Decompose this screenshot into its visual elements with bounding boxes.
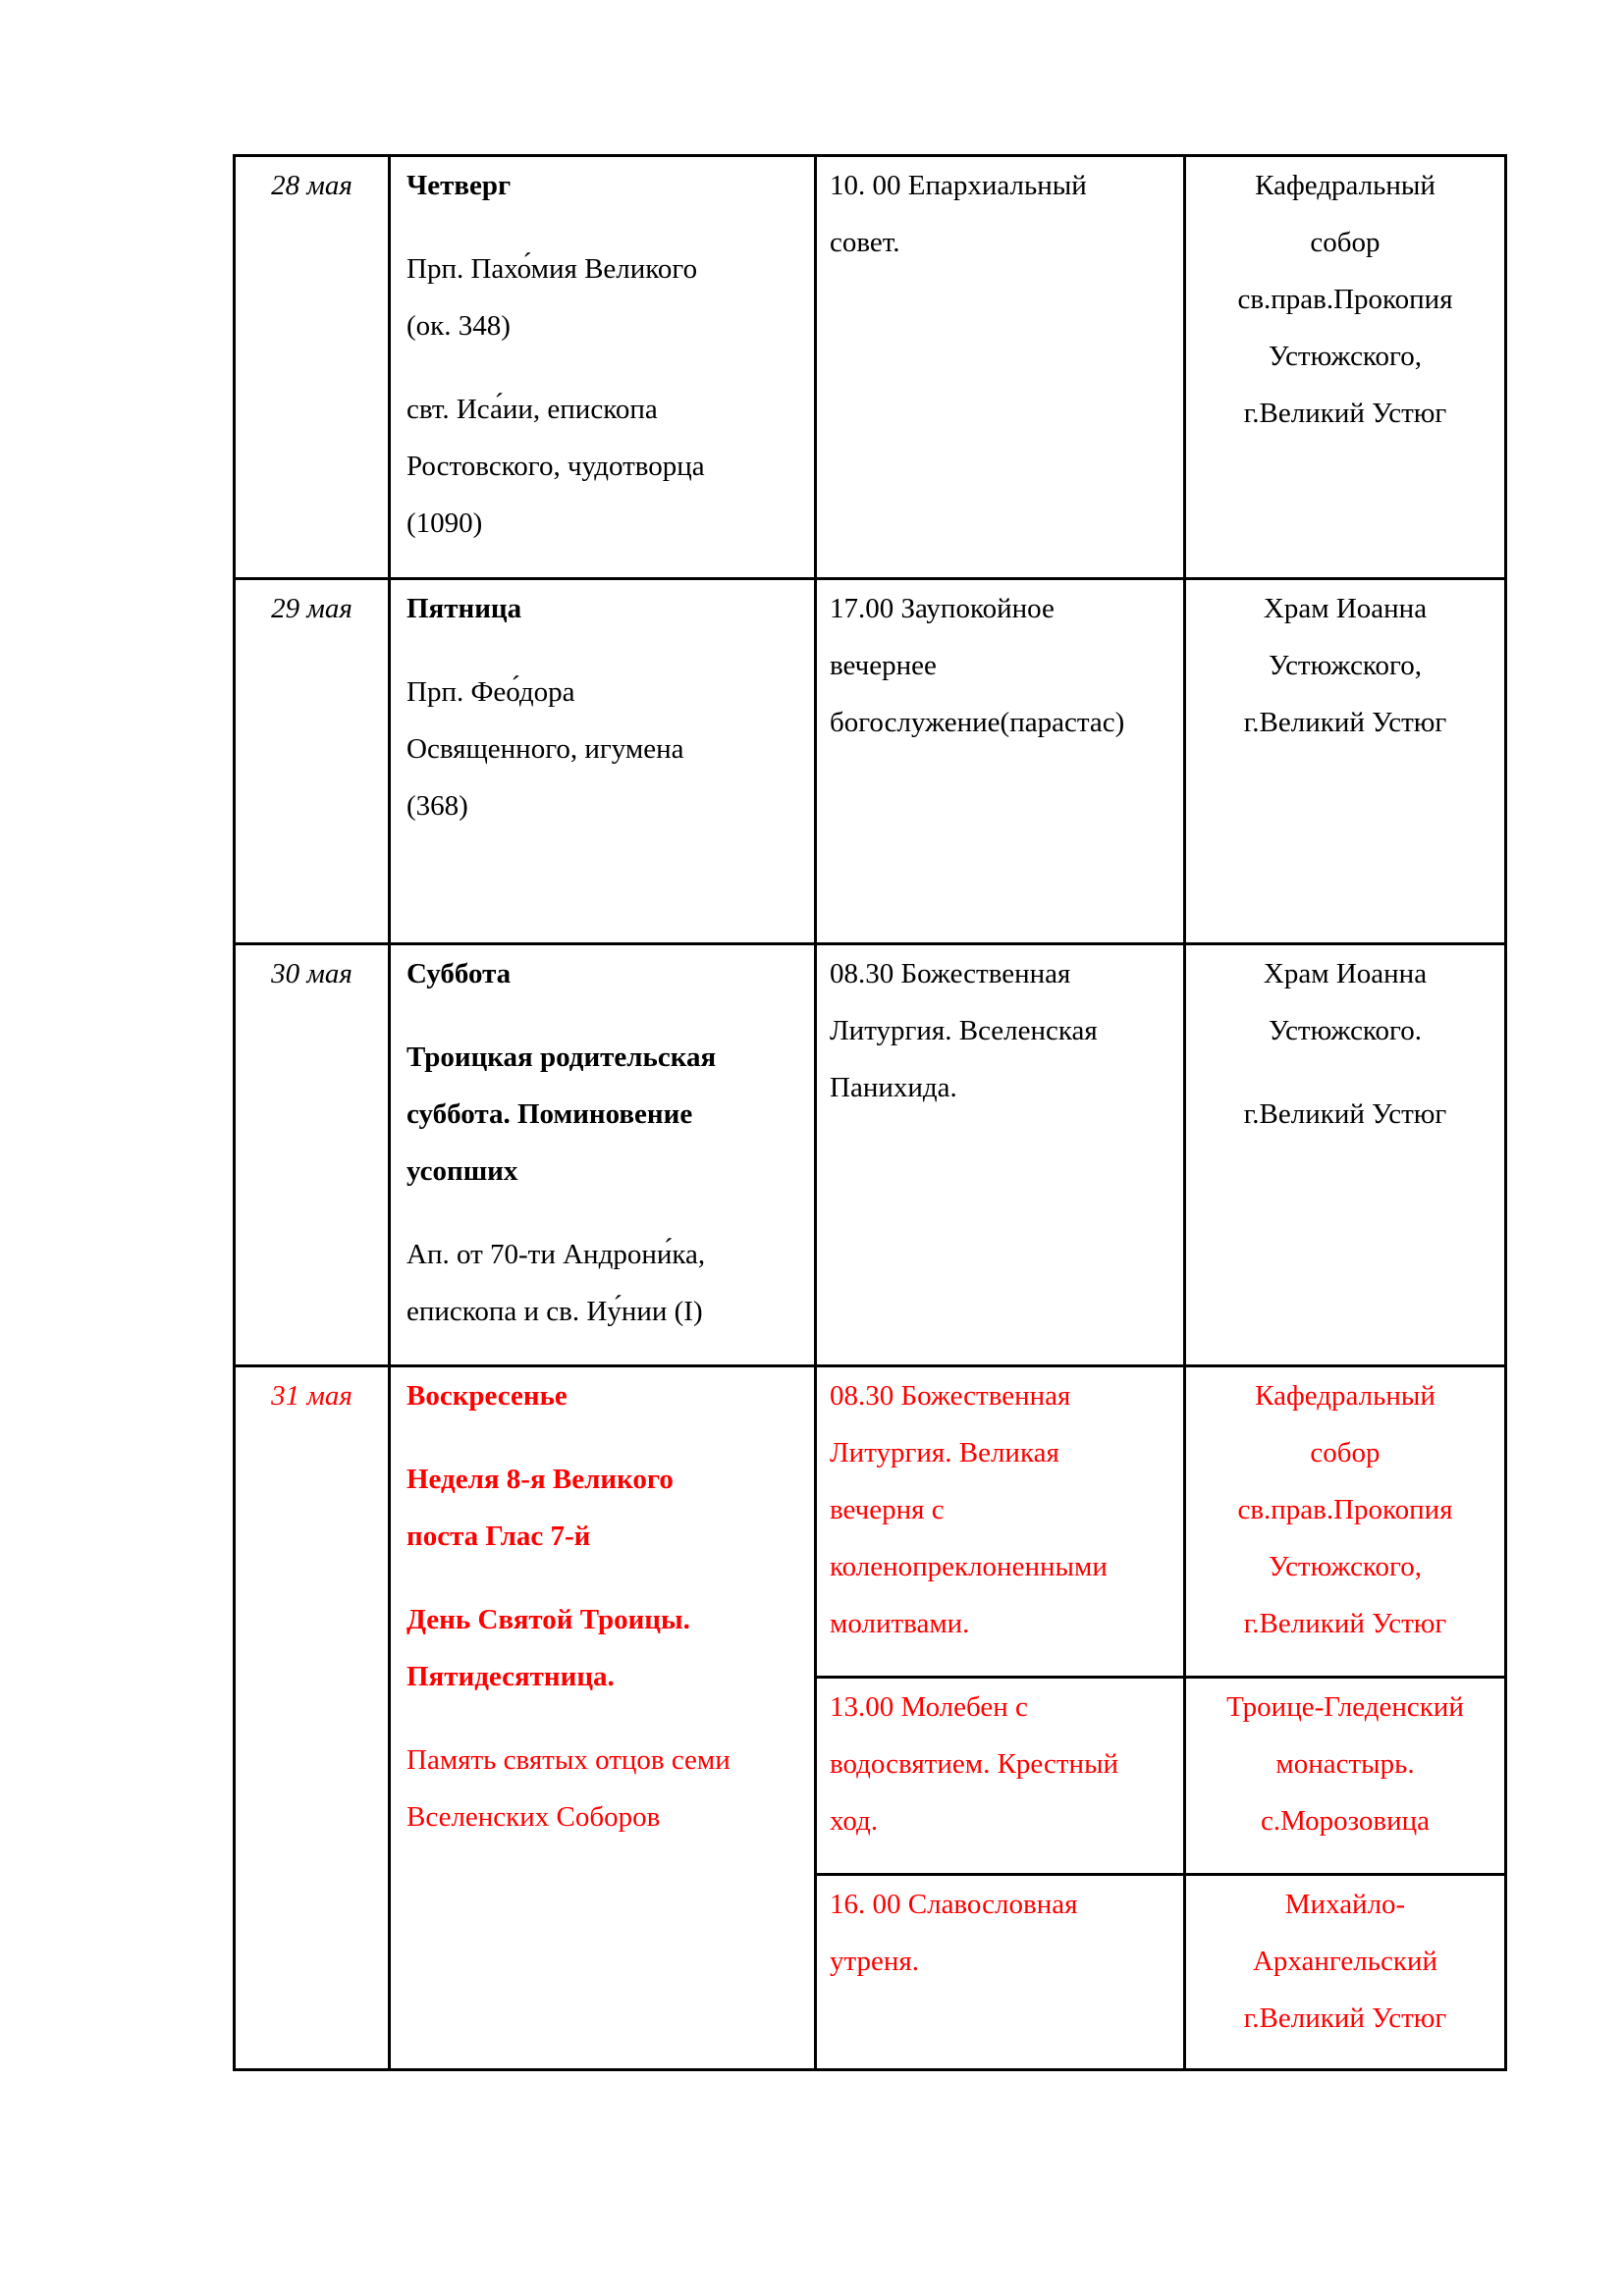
event-line: Панихида. (830, 1072, 957, 1103)
place-line: Храм Иоанна (1263, 958, 1428, 989)
event-line: 08.30 Божественная (830, 1380, 1071, 1412)
place-line: собор (1310, 1437, 1380, 1468)
date: 31 мая (271, 1380, 352, 1412)
date-cell (233, 1364, 388, 2071)
place-line: г.Великий Устюг (1243, 1098, 1447, 1130)
feast-line: Неделя 8-я Великого (406, 1464, 674, 1495)
feast-line: Пятидесятница. (406, 1661, 615, 1692)
place-line: г.Великий Устюг (1243, 707, 1447, 738)
place-line: г.Великий Устюг (1243, 1608, 1447, 1639)
place-line: Архангельский (1252, 1946, 1438, 1977)
feast-line: День Святой Троицы. (406, 1604, 690, 1635)
event-line: ход. (830, 1805, 879, 1837)
saint-line: Прп. Фео́дора (406, 676, 575, 708)
saint-line: (368) (406, 790, 468, 822)
weekday: Пятница (406, 593, 522, 624)
schedule-table (233, 154, 1507, 2071)
place-line: св.прав.Прокопия (1237, 284, 1453, 315)
event-cell (814, 577, 1183, 942)
saint-line: Прп. Пахо́мия Великого (406, 253, 698, 285)
event-cell (814, 1364, 1183, 1676)
place-line: Устюжского. (1269, 1015, 1422, 1046)
event-line: коленопреклоненными (830, 1551, 1108, 1582)
event-cell (814, 1676, 1183, 1873)
date: 28 мая (271, 170, 352, 201)
event-cell (814, 942, 1183, 1364)
event-line: вечернее (830, 650, 937, 681)
event-line: водосвятием. Крестный (830, 1748, 1119, 1780)
place-line: Михайло- (1284, 1889, 1406, 1920)
saint-line: (ок. 348) (406, 310, 511, 342)
event-line: 17.00 Заупокойное (830, 593, 1055, 624)
event-line: 13.00 Молебен с (830, 1691, 1028, 1723)
place-line: с.Морозовица (1260, 1805, 1431, 1837)
event-line: молитвами. (830, 1608, 970, 1639)
saint-line: Память святых отцов семи (406, 1744, 731, 1776)
event-line: 16. 00 Славословная (830, 1889, 1078, 1920)
event-line: Литургия. Вселенская (830, 1015, 1098, 1046)
date-cell (233, 154, 388, 577)
weekday: Воскресенье (406, 1380, 568, 1412)
day-cell (388, 577, 814, 942)
day-cell (388, 942, 814, 1364)
place-line: г.Великий Устюг (1243, 398, 1447, 429)
place-line: г.Великий Устюг (1243, 2002, 1447, 2034)
place-line: Храм Иоанна (1263, 593, 1428, 624)
place-line: Устюжского, (1269, 341, 1422, 372)
event-line: утреня. (830, 1946, 920, 1977)
weekday: Суббота (406, 958, 512, 989)
place-line: Устюжского, (1269, 650, 1422, 681)
day-cell (388, 1364, 814, 2071)
saint-line: Вселенских Соборов (406, 1801, 661, 1833)
place-line: Троице-Гледенский (1226, 1691, 1464, 1723)
weekday: Четверг (406, 170, 512, 201)
feast-line: поста Глас 7-й (406, 1521, 591, 1552)
date-cell (233, 577, 388, 942)
event-line: 10. 00 Епархиальный (830, 170, 1087, 201)
feast-line: Троицкая родительская (406, 1041, 717, 1073)
saint-line: Ап. от 70-ти Андрони́ка, (406, 1239, 706, 1270)
event-line: богослужение(парастас) (830, 707, 1125, 738)
date-cell (233, 942, 388, 1364)
place-line: Кафедральный (1255, 1380, 1435, 1412)
saint-line: (1090) (406, 507, 483, 539)
place-line: Кафедральный (1255, 170, 1435, 201)
feast-line: усопших (406, 1155, 518, 1187)
place-cell (1183, 577, 1507, 942)
place-line: собор (1310, 227, 1380, 258)
event-cell (814, 154, 1183, 577)
event-line: Литургия. Великая (830, 1437, 1059, 1468)
event-line: совет. (830, 227, 900, 258)
place-cell (1183, 154, 1507, 577)
event-cell (814, 1873, 1183, 2071)
day-cell (388, 154, 814, 577)
date: 30 мая (271, 958, 352, 989)
date: 29 мая (271, 593, 352, 624)
saint-line: епископа и св. Иу́нии (I) (406, 1296, 703, 1327)
saint-line: Освященного, игумена (406, 733, 684, 765)
place-cell (1183, 1676, 1507, 1873)
place-cell (1183, 942, 1507, 1364)
feast-line: суббота. Поминовение (406, 1098, 693, 1130)
place-cell (1183, 1364, 1507, 1676)
event-line: вечерня с (830, 1494, 945, 1525)
place-cell (1183, 1873, 1507, 2071)
saint-line: свт. Иса́ии, епископа (406, 394, 658, 425)
event-line: 08.30 Божественная (830, 958, 1071, 989)
saint-line: Ростовского, чудотворца (406, 451, 705, 482)
place-line: монастырь. (1275, 1748, 1415, 1780)
place-line: Устюжского, (1269, 1551, 1422, 1582)
place-line: св.прав.Прокопия (1237, 1494, 1453, 1525)
